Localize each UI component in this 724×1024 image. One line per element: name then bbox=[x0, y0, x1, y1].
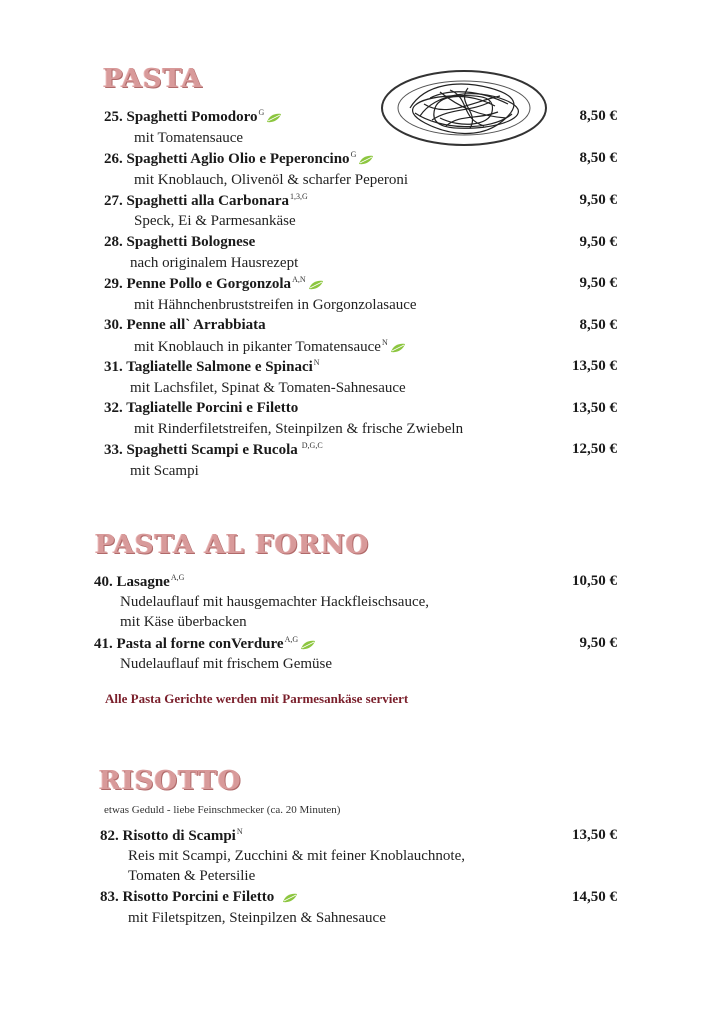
menu-item-description: nach originalem Hausrezept bbox=[130, 255, 299, 271]
menu-item-description: mit Käse überbacken bbox=[120, 614, 247, 630]
menu-item-price: 10,50 € bbox=[572, 573, 617, 589]
menu-item-price: 13,50 € bbox=[572, 358, 617, 374]
menu-item-price: 9,50 € bbox=[579, 635, 617, 651]
menu-item-price: 9,50 € bbox=[579, 275, 617, 291]
menu-item-description: mit Knoblauch in pikanter Tomatensauce$^N$ bbox=[134, 338, 406, 356]
menu-item-price: 8,50 € bbox=[579, 317, 617, 333]
leaf-icon bbox=[390, 343, 406, 353]
menu-item-description: Speck, Ei & Parmesankäse bbox=[134, 213, 296, 229]
menu-item-description: Reis mit Scampi, Zucchini & mit feiner Knoblauchnote, bbox=[128, 848, 466, 864]
menu-item-description: mit Filetspitzen, Steinpilzen & Sahnesauce bbox=[128, 910, 386, 926]
section-subtitle: etwas Geduld - liebe Feinschmecker (ca. 20 Minuten) bbox=[104, 804, 341, 816]
menu-item-description: Nudelauflauf mit frischem Gemüse bbox=[120, 656, 333, 672]
menu-item-title: 41. Pasta al forne conVerdure$^{A,G}$ bbox=[94, 635, 316, 653]
section-heading-pasta-al-forno: PASTA AL FORNO bbox=[95, 530, 370, 560]
menu-item-title: 31. Tagliatelle Salmone e Spinaci$^N$ bbox=[104, 358, 320, 375]
menu-item-title: 32. Tagliatelle Porcini e Filetto bbox=[104, 400, 299, 416]
menu-item-description: mit Knoblauch, Olivenöl & scharfer Peperoni bbox=[134, 172, 409, 188]
menu-item-title: 27. Spaghetti alla Carbonara$^{1,3,G}$ bbox=[104, 192, 308, 209]
menu-item-description: Nudelauflauf mit hausgemachter Hackfleischsauce, bbox=[120, 594, 430, 610]
menu-item-price: 9,50 € bbox=[579, 234, 617, 250]
menu-item-price: 9,50 € bbox=[579, 192, 617, 208]
menu-item-title: 30. Penne all` Arrabbiata bbox=[104, 317, 266, 333]
menu-item-description: Tomaten & Petersilie bbox=[128, 868, 256, 884]
menu-item-description: mit Lachsfilet, Spinat & Tomaten-Sahnesauce bbox=[130, 380, 406, 396]
section-heading-pasta: PASTA bbox=[103, 64, 203, 94]
leaf-icon bbox=[282, 893, 298, 903]
menu-item-description: mit Scampi bbox=[130, 463, 199, 479]
section-heading-risotto: RISOTTO bbox=[99, 766, 242, 796]
menu-item-price: 13,50 € bbox=[572, 827, 617, 843]
menu-item-title: 26. Spaghetti Aglio Olio e Peperoncino$^G$ bbox=[104, 150, 374, 168]
leaf-icon bbox=[308, 280, 324, 290]
menu-item-description: mit Rinderfiletstreifen, Steinpilzen & frische Zwiebeln bbox=[134, 421, 464, 437]
menu-item-price: 13,50 € bbox=[572, 400, 617, 416]
menu-item-title: 83. Risotto Porcini e Filetto bbox=[100, 889, 298, 906]
menu-item-title: 33. Spaghetti Scampi e Rucola $^{D,G,C}$ bbox=[104, 441, 323, 458]
menu-item-title: 25. Spaghetti Pomodoro$^G$ bbox=[104, 108, 282, 126]
menu-item-price: 14,50 € bbox=[572, 889, 617, 905]
leaf-icon bbox=[300, 640, 316, 650]
menu-item-price: 8,50 € bbox=[579, 150, 617, 166]
parmesan-note: Alle Pasta Gerichte werden mit Parmesankäse serviert bbox=[105, 691, 409, 706]
menu-item-title: 82. Risotto di Scampi$^N$ bbox=[100, 827, 243, 844]
spaghetti-plate-icon bbox=[380, 68, 548, 148]
leaf-icon bbox=[266, 113, 282, 123]
menu-item-description: mit Hähnchenbruststreifen in Gorgonzolasauce bbox=[134, 297, 417, 313]
leaf-icon bbox=[358, 155, 374, 165]
menu-item-title: 40. Lasagne$^{A,G}$ bbox=[94, 573, 185, 590]
menu-item-price: 12,50 € bbox=[572, 441, 617, 457]
menu-item-description: mit Tomatensauce bbox=[134, 130, 244, 146]
menu-item-title: 29. Penne Pollo e Gorgonzola$^{A,N}$ bbox=[104, 275, 324, 293]
menu-item-title: 28. Spaghetti Bolognese bbox=[104, 234, 256, 250]
menu-item-price: 8,50 € bbox=[579, 108, 617, 124]
